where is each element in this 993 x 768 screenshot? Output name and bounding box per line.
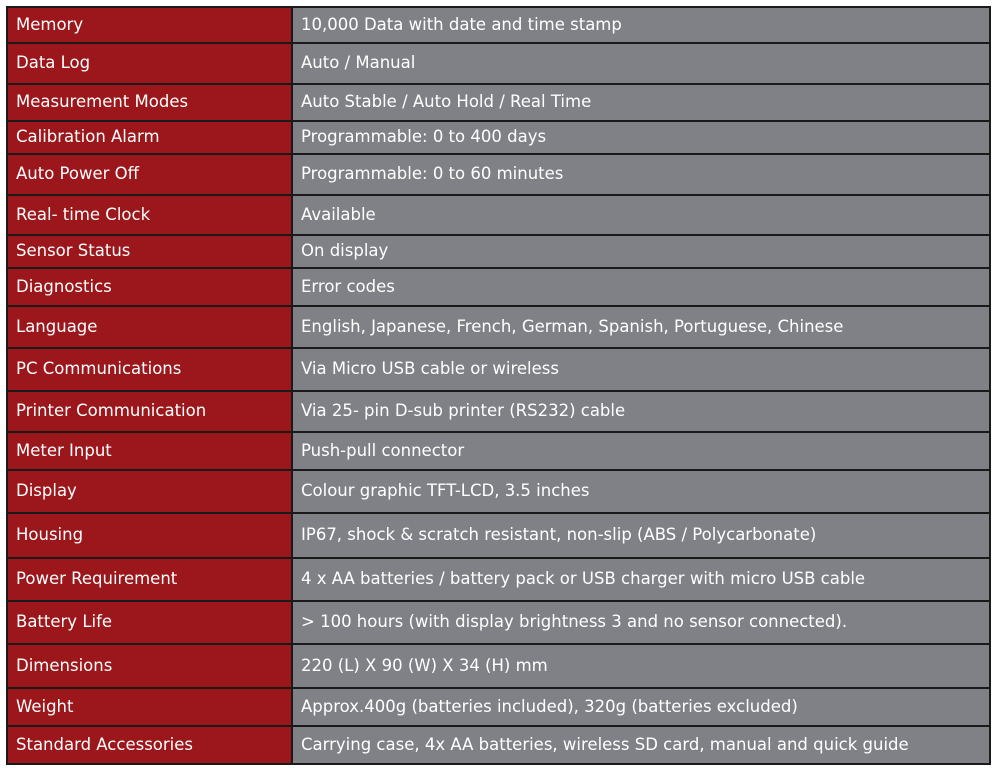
spec-row-sensor-status — [7, 235, 990, 269]
spec-label: PC Communications — [7, 348, 292, 391]
spec-value: Auto / Manual — [292, 43, 990, 85]
spec-label: Measurement Modes — [7, 84, 292, 121]
spec-value: On display — [292, 235, 990, 269]
spec-row-memory — [7, 7, 990, 43]
spec-row-standard-accessories — [7, 726, 990, 764]
spec-value: English, Japanese, French, German, Spanish, Portuguese, Chinese — [292, 306, 990, 349]
spec-value: 4 x AA batteries / battery pack or USB charger with micro USB cable — [292, 558, 990, 602]
spec-row-diagnostics — [7, 268, 990, 306]
spec-label: Battery Life — [7, 601, 292, 644]
spec-value: 220 (L) X 90 (W) X 34 (H) mm — [292, 644, 990, 688]
spec-row-real-time-clock — [7, 195, 990, 235]
spec-value: IP67, shock & scratch resistant, non-slip (ABS / Polycarbonate) — [292, 513, 990, 558]
spec-row-housing — [7, 513, 990, 558]
spec-label: Power Requirement — [7, 558, 292, 602]
spec-value: Push-pull connector — [292, 432, 990, 471]
spec-label: Dimensions — [7, 644, 292, 688]
spec-value: Programmable: 0 to 400 days — [292, 121, 990, 155]
spec-value: Via Micro USB cable or wireless — [292, 348, 990, 391]
spec-row-pc-communications — [7, 348, 990, 391]
spec-row-language — [7, 306, 990, 349]
spec-label: Diagnostics — [7, 268, 292, 306]
spec-label: Language — [7, 306, 292, 349]
spec-label: Meter Input — [7, 432, 292, 471]
spec-label: Weight — [7, 688, 292, 727]
spec-row-battery-life — [7, 601, 990, 644]
spec-row-measurement-modes — [7, 84, 990, 121]
spec-row-power-requirement — [7, 558, 990, 602]
spec-row-display — [7, 470, 990, 513]
spec-label: Standard Accessories — [7, 726, 292, 764]
spec-label: Sensor Status — [7, 235, 292, 269]
spec-label: Display — [7, 470, 292, 513]
spec-value: Via 25- pin D-sub printer (RS232) cable — [292, 391, 990, 432]
spec-value: Carrying case, 4x AA batteries, wireless SD card, manual and quick guide — [292, 726, 990, 764]
spec-row-dimensions — [7, 644, 990, 688]
spec-label: Auto Power Off — [7, 154, 292, 195]
spec-value: 10,000 Data with date and time stamp — [292, 7, 990, 43]
spec-value: Colour graphic TFT-LCD, 3.5 inches — [292, 470, 990, 513]
spec-value: > 100 hours (with display brightness 3 and no sensor connected). — [292, 601, 990, 644]
spec-value: Approx.400g (batteries included), 320g (batteries excluded) — [292, 688, 990, 727]
spec-label: Memory — [7, 7, 292, 43]
spec-row-weight — [7, 688, 990, 727]
spec-value: Error codes — [292, 268, 990, 306]
spec-label: Calibration Alarm — [7, 121, 292, 155]
specifications-table — [6, 6, 991, 765]
spec-row-calibration-alarm — [7, 121, 990, 155]
spec-label: Printer Communication — [7, 391, 292, 432]
spec-row-auto-power-off — [7, 154, 990, 195]
spec-row-data-log — [7, 43, 990, 85]
spec-value: Programmable: 0 to 60 minutes — [292, 154, 990, 195]
spec-value: Auto Stable / Auto Hold / Real Time — [292, 84, 990, 121]
spec-label: Housing — [7, 513, 292, 558]
spec-row-printer-communication — [7, 391, 990, 432]
spec-row-meter-input — [7, 432, 990, 471]
spec-value: Available — [292, 195, 990, 235]
spec-label: Real- time Clock — [7, 195, 292, 235]
spec-label: Data Log — [7, 43, 292, 85]
